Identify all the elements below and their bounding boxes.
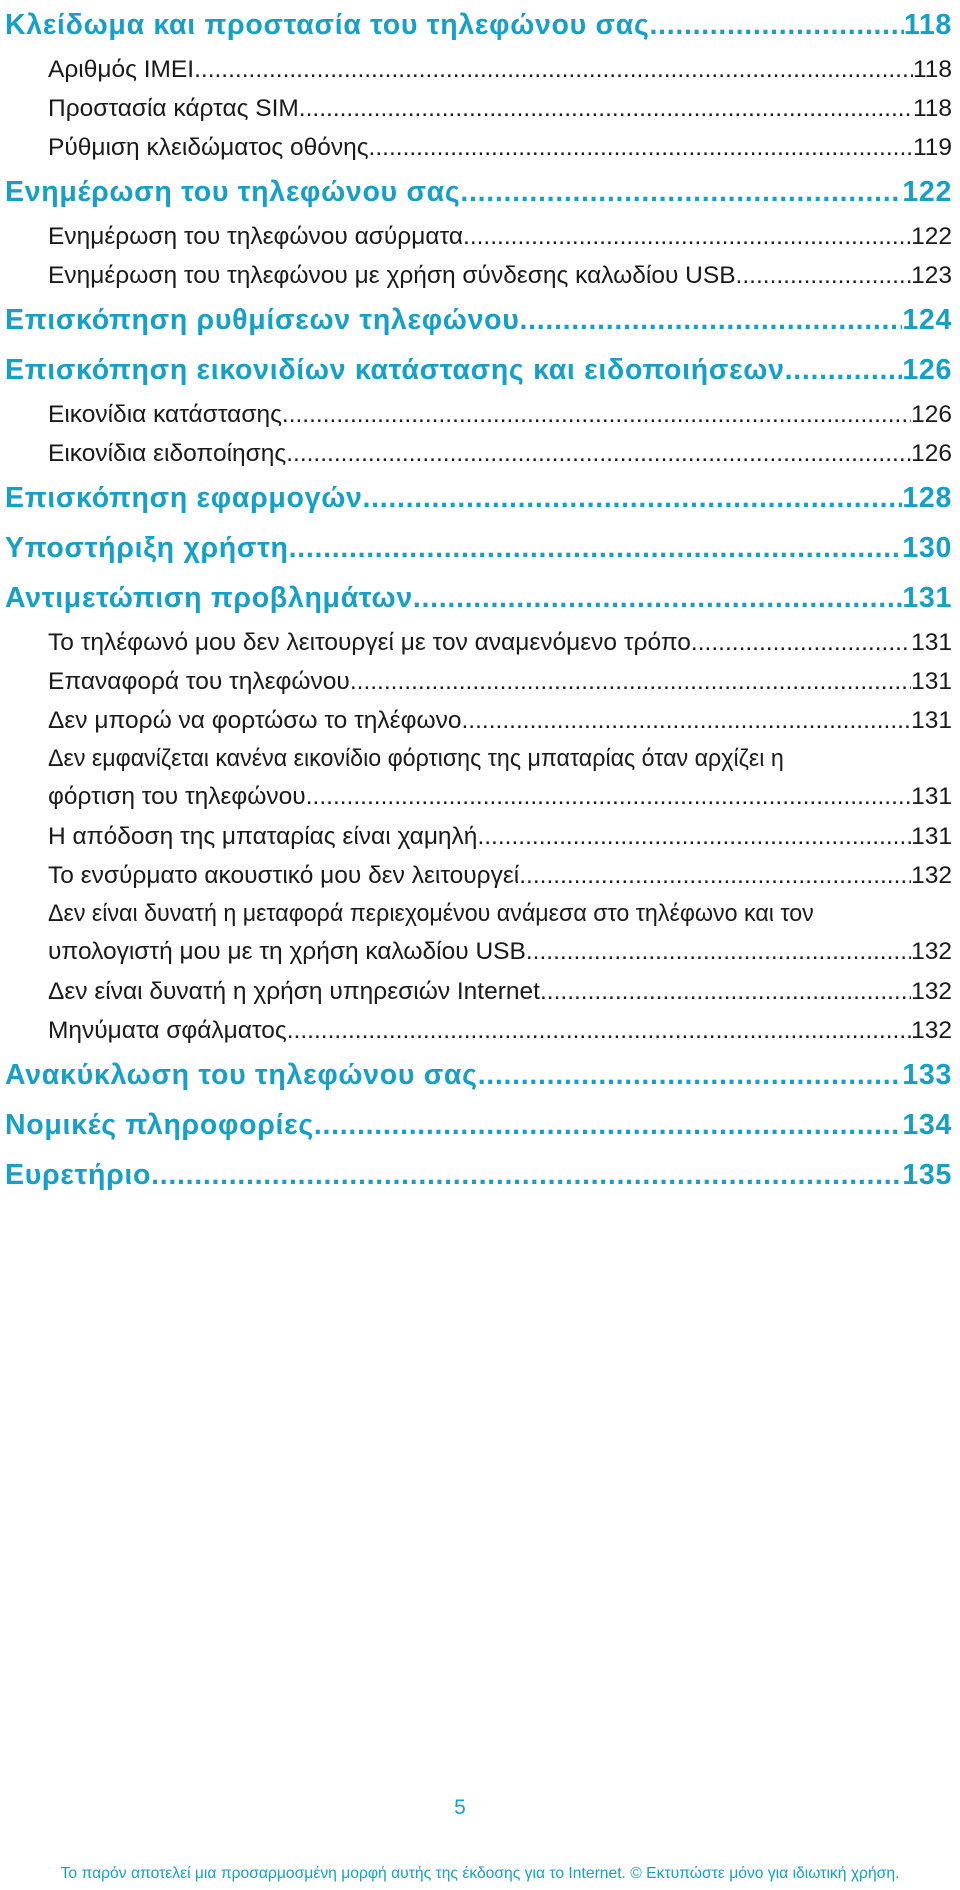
toc-heading-entry[interactable]	[5, 295, 952, 345]
toc-page-number: 134	[902, 1109, 952, 1141]
dot-leader	[462, 701, 912, 740]
toc-subentry-title-line1: Δεν εμφανίζεται κανένα εικονίδιο φόρτισης της μπαταρίας όταν αρχίζει η	[48, 745, 784, 772]
toc-page-number: 131	[911, 668, 952, 695]
toc-heading-title: Νομικές πληροφορίες	[5, 1109, 314, 1141]
toc-page-number: 122	[902, 176, 952, 208]
dot-leader	[299, 89, 913, 128]
toc-heading-title: Αντιμετώπιση προβλημάτων	[5, 582, 413, 614]
toc-subentry-title: Ενημέρωση του τηλεφώνου με χρήση σύνδεσης καλωδίου USB	[48, 262, 736, 289]
toc-page-number: 131	[911, 823, 952, 850]
toc-subentry-title-line2: υπολογιστή μου με τη χρήση καλωδίου USB	[48, 938, 526, 965]
toc-subentry[interactable]	[5, 972, 952, 1011]
toc-heading-entry[interactable]	[5, 1050, 952, 1100]
dot-leader	[540, 972, 911, 1011]
dot-leader	[691, 623, 911, 662]
toc-page-number: 122	[911, 223, 952, 250]
dot-leader	[282, 395, 911, 434]
toc-page-number: 131	[911, 783, 952, 810]
dot-leader	[287, 1011, 911, 1050]
toc-subentry[interactable]	[5, 895, 952, 972]
toc-heading-title: Ανακύκλωση του τηλεφώνου σας	[5, 1059, 478, 1091]
toc-subentry[interactable]	[5, 434, 952, 473]
toc-subentry[interactable]	[5, 50, 952, 89]
toc-page-number: 118	[912, 95, 952, 122]
dot-leader	[286, 434, 911, 473]
toc-subentry[interactable]	[5, 662, 952, 701]
toc-page-number: 118	[903, 9, 952, 41]
toc-subentry-title: Ενημέρωση του τηλεφώνου ασύρματα	[48, 223, 464, 250]
toc-page-number: 132	[911, 978, 952, 1005]
toc-page-number: 118	[912, 56, 952, 83]
toc-subentry-line2	[48, 933, 952, 971]
toc-page-number: 135	[902, 1159, 952, 1191]
dot-leader	[289, 523, 903, 573]
toc-subentry-title: Ρύθμιση κλειδώματος οθόνης	[48, 134, 369, 161]
dot-leader	[363, 473, 903, 523]
page-number: 5	[454, 1796, 466, 1819]
toc-page-number: 126	[911, 440, 952, 467]
toc-subentry-title: Το ενσύρματο ακουστικό μου δεν λειτουργεί	[48, 862, 520, 889]
toc-subentry-title: Δεν είναι δυνατή η χρήση υπηρεσιών Internet	[48, 978, 540, 1005]
toc-heading-title: Επισκόπηση εικονιδίων κατάστασης και ειδοποιήσεων	[5, 354, 785, 386]
toc-heading-entry[interactable]	[5, 523, 952, 573]
dot-leader	[785, 345, 903, 395]
table-of-contents	[5, 0, 952, 1200]
toc-page-number: 131	[911, 629, 952, 656]
toc-page-number: 131	[911, 707, 952, 734]
toc-page-number: 133	[902, 1059, 952, 1091]
toc-subentry-title: Επαναφορά του τηλεφώνου	[48, 668, 350, 695]
dot-leader	[649, 0, 903, 50]
dot-leader	[519, 856, 911, 895]
dot-leader	[463, 217, 911, 256]
toc-subentry-title: Αριθμός IMEI	[48, 56, 195, 83]
toc-page-number: 124	[902, 304, 952, 336]
toc-heading-entry[interactable]	[5, 345, 952, 395]
toc-subentry[interactable]	[5, 217, 952, 256]
toc-subentry-line2	[48, 778, 952, 816]
toc-page-number: 132	[911, 938, 952, 965]
toc-heading-title: Επισκόπηση ρυθμίσεων τηλεφώνου	[5, 304, 520, 336]
dot-leader	[736, 256, 912, 295]
dot-leader	[460, 167, 902, 217]
toc-subentry-title: Προστασία κάρτας SIM	[48, 95, 299, 122]
toc-subentry-title: Η απόδοση της μπαταρίας είναι χαμηλή	[48, 823, 478, 850]
toc-subentry[interactable]	[5, 1011, 952, 1050]
toc-page-number: 130	[902, 532, 952, 564]
toc-page-number: 123	[911, 262, 952, 289]
dot-leader	[413, 573, 902, 623]
toc-subentry[interactable]	[5, 128, 952, 167]
toc-page-number: 119	[912, 134, 952, 161]
toc-subentry-title: Δεν μπορώ να φορτώσω το τηλέφωνο	[48, 707, 462, 734]
toc-subentry-title: Το τηλέφωνό μου δεν λειτουργεί με τον αναμενόμενο τρόπο	[48, 629, 691, 656]
toc-subentry-title-line2: φόρτιση του τηλεφώνου	[48, 783, 306, 810]
toc-heading-entry[interactable]	[5, 1100, 952, 1150]
toc-heading-title: Ενημέρωση του τηλεφώνου σας	[5, 176, 461, 208]
toc-page-number: 126	[902, 354, 952, 386]
toc-page-number: 128	[902, 482, 952, 514]
toc-heading-entry[interactable]	[5, 167, 952, 217]
toc-subentry[interactable]	[5, 856, 952, 895]
toc-subentry[interactable]	[5, 89, 952, 128]
dot-leader	[194, 50, 913, 89]
toc-page-number: 126	[911, 401, 952, 428]
toc-subentry[interactable]	[5, 623, 952, 662]
toc-subentry-title: Εικονίδια ειδοποίησης	[48, 440, 287, 467]
toc-heading-entry[interactable]	[5, 0, 952, 50]
toc-subentry-title: Μηνύματα σφάλματος	[48, 1017, 287, 1044]
toc-subentry-title: Εικονίδια κατάστασης	[48, 401, 282, 428]
toc-heading-entry[interactable]	[5, 473, 952, 523]
footer-note: Το παρόν αποτελεί μια προσαρμοσμένη μορφή αυτής της έκδοσης για το Internet. © Εκτυπώστε μόνο για ιδιωτική χρήση.	[60, 1865, 900, 1882]
toc-subentry[interactable]	[5, 740, 952, 817]
toc-page-number: 132	[911, 862, 952, 889]
dot-leader	[520, 295, 903, 345]
dot-leader	[306, 778, 911, 816]
dot-leader	[369, 128, 913, 167]
dot-leader	[151, 1150, 902, 1200]
toc-heading-title: Επισκόπηση εφαρμογών	[5, 482, 363, 514]
toc-subentry[interactable]	[5, 817, 952, 856]
toc-heading-title: Κλείδωμα και προστασία του τηλεφώνου σας	[5, 9, 650, 41]
toc-page-number: 131	[902, 582, 952, 614]
dot-leader	[314, 1100, 902, 1150]
dot-leader	[526, 933, 911, 971]
toc-subentry[interactable]	[5, 701, 952, 740]
toc-subentry[interactable]	[5, 395, 952, 434]
toc-subentry-title-line1: Δεν είναι δυνατή η μεταφορά περιεχομένου ανάμεσα στο τηλέφωνο και τον	[48, 900, 814, 927]
toc-subentry-wrap	[48, 895, 952, 971]
toc-heading-entry[interactable]	[5, 1150, 952, 1200]
toc-page-number: 132	[911, 1017, 952, 1044]
toc-heading-title: Υποστήριξη χρήστη	[5, 532, 289, 564]
dot-leader	[350, 662, 911, 701]
toc-heading-title: Ευρετήριο	[5, 1159, 152, 1191]
toc-subentry-wrap	[48, 740, 952, 816]
toc-heading-entry[interactable]	[5, 573, 952, 623]
dot-leader	[478, 1050, 903, 1100]
dot-leader	[477, 817, 911, 856]
toc-subentry[interactable]	[5, 256, 952, 295]
